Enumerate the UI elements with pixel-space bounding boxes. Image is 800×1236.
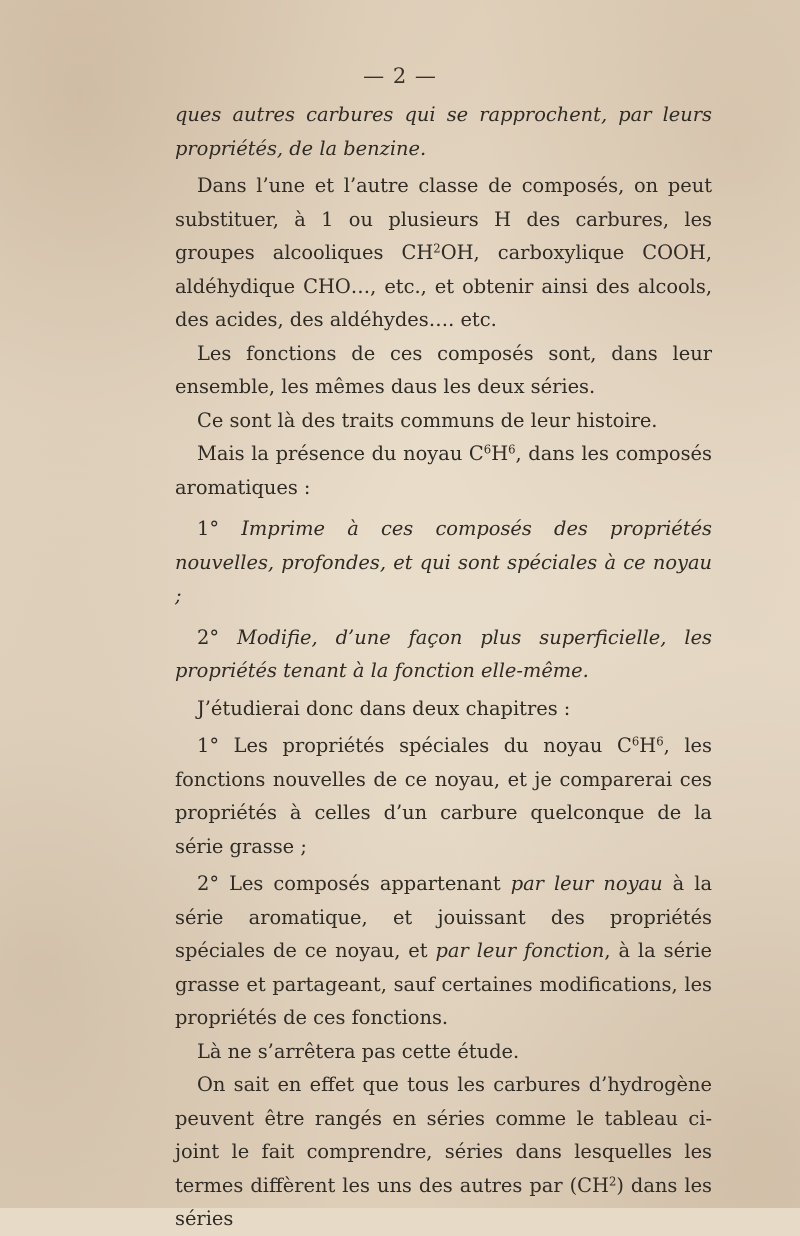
paragraph-traits xyxy=(175,404,712,438)
p11-text-after: ) dans les séries xyxy=(175,1173,713,1230)
p8-text-middle: H xyxy=(639,734,657,757)
paragraph-fonctions xyxy=(175,337,712,404)
p1-subscript: 2 xyxy=(433,241,441,256)
paragraph-series xyxy=(175,1068,712,1236)
body-text xyxy=(175,98,712,1236)
p8-sup-1: 6 xyxy=(631,734,640,749)
p4-text-before: Mais la présence du noyau C xyxy=(197,442,484,465)
p4-sup-1: 6 xyxy=(483,442,492,457)
p3-text: Ce sont là des traits communs de leur histoire. xyxy=(197,408,658,432)
p8-text-after: , les fonctions nouvelles de ce noyau, et je comparerai ces propriétés à celles d’un carbure quelconque de la série grasse ; xyxy=(175,734,712,858)
p7-text: J’étudierai donc dans deux chapitres : xyxy=(197,696,571,720)
p11-text-before: On sait en effet que tous les carbures d’hydrogène peuvent être rangés en séries comme le tableau ci-joint le fait comprendre, séries dans lesquelles les termes diffèrent les uns des autres par (CH xyxy=(175,1073,712,1197)
p6-text: Modifie, d’une façon plus superficielle, les propriétés tenant à la fonction elle-même. xyxy=(175,625,712,682)
p10-text: Là ne s’arrêtera pas cette étude. xyxy=(197,1039,520,1063)
paragraph-etude xyxy=(175,1035,712,1069)
p9-t3: , à la série grasse et partageant, sauf certaines modifications, les propriétés de ces fonctions. xyxy=(175,939,712,1029)
p4-text-after: , dans les composés aromatiques : xyxy=(175,442,712,499)
p5-lead: 1° xyxy=(197,517,242,540)
p9-i1: par leur noyau xyxy=(510,872,663,895)
paragraph-continuation xyxy=(175,98,712,165)
paragraph-noyau xyxy=(175,437,712,504)
paragraph-chapitre-1 xyxy=(175,729,712,863)
p8-sup-2: 6 xyxy=(656,734,664,749)
p9-t1: 2° Les composés appartenant xyxy=(197,872,511,895)
p8-text-before: 1° Les propriétés spéciales du noyau C xyxy=(197,734,632,757)
p4-text-middle: H xyxy=(491,442,509,465)
paragraph-chapitre-2 xyxy=(175,867,712,1035)
page-number: — 2 — xyxy=(363,64,437,88)
p9-t2: à la série aromatique, et jouissant des propriétés spéciales de ce noyau, et xyxy=(175,872,713,962)
p5-text: Imprime à ces composés des propriétés nouvelles, profondes, et qui sont spéciales à ce noyau ; xyxy=(175,517,712,607)
paragraph-point-1 xyxy=(175,512,712,613)
p6-lead: 2° xyxy=(197,625,237,649)
p2-text: Les fonctions de ces composés sont, dans leur ensemble, les mêmes daus les deux séries. xyxy=(175,341,712,398)
paragraph-point-2 xyxy=(175,621,712,688)
p9-i2: par leur fonction xyxy=(435,939,605,962)
p0-text: ques autres carbures qui se rapprochent, par leurs propriétés, de la benzine. xyxy=(175,103,712,160)
p4-sup-2: 6 xyxy=(508,442,516,457)
p1-text-before: Dans l’une et l’autre classe de composés, on peut substituer, à 1 ou plusieurs H des carbures, les groupes alcooliques CH xyxy=(175,174,712,264)
p11-sup: 2 xyxy=(608,1174,617,1189)
paragraph-chapitres xyxy=(175,692,712,726)
p1-text-middle: OH, carboxylique COOH, aldéhydique CHO…, etc., et obtenir ainsi des alcools, des acides, des aldéhydes…. etc. xyxy=(175,241,712,331)
paragraph-substitution xyxy=(175,169,712,337)
